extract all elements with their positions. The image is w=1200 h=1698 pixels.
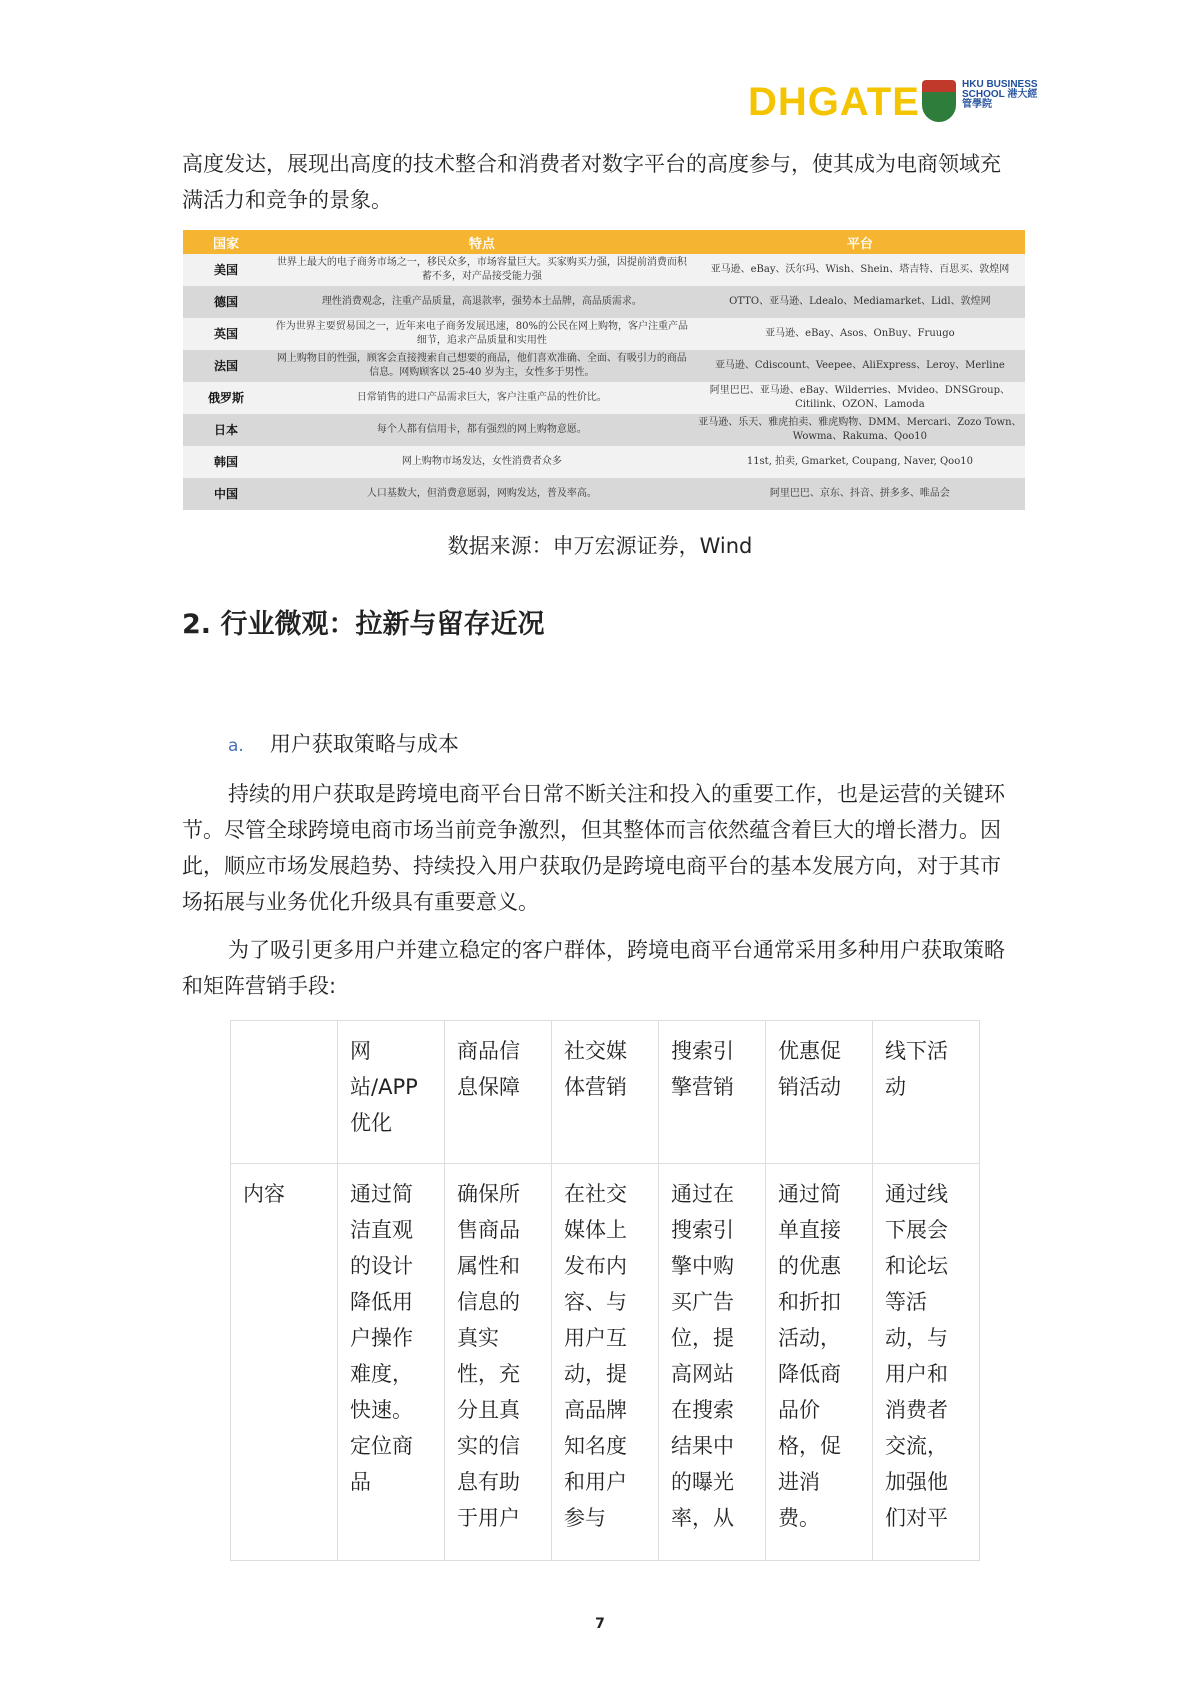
hku-shield-icon bbox=[922, 80, 956, 122]
strategy-header: 社交媒体营销 bbox=[552, 1021, 659, 1164]
features-cell: 作为世界主要贸易国之一，近年来电子商务发展迅速，80%的公民在网上购物，客户注重产品细节，追求产品质量和实用性 bbox=[269, 318, 695, 350]
strategy-content: 通过线下展会和论坛等活动，与用户和消费者交流，加强他们对平 bbox=[885, 1182, 948, 1530]
table-row bbox=[183, 414, 1025, 446]
strategy-header: 线下活动 bbox=[873, 1021, 980, 1164]
section-heading: 2. 行业微观：拉新与留存近况 bbox=[182, 609, 545, 640]
paragraph-2: 为了吸引更多用户并建立稳定的客户群体，跨境电商平台通常采用多种用户获取策略和矩阵营销手段: bbox=[182, 938, 1005, 998]
subheading bbox=[228, 728, 459, 758]
features-cell: 人口基数大，但消费意愿弱，网购发达，普及率高。 bbox=[269, 478, 695, 510]
platforms-cell: 亚马逊、eBay、Asos、OnBuy、Fruugo bbox=[695, 318, 1025, 350]
strategy-header: 搜索引擎营销 bbox=[659, 1021, 766, 1164]
platforms-cell: 11st, 拍卖, Gmarket, Coupang, Naver, Qoo10 bbox=[695, 446, 1025, 478]
list-marker: a. bbox=[228, 736, 244, 756]
features-cell: 每个人都有信用卡，都有强烈的网上购物意愿。 bbox=[269, 414, 695, 446]
content-cell bbox=[766, 1164, 873, 1561]
country-cell: 英国 bbox=[183, 318, 269, 350]
strategy-header: 优惠促销活动 bbox=[766, 1021, 873, 1164]
content-cell bbox=[338, 1164, 445, 1561]
features-cell: 日常销售的进口产品需求巨大，客户注重产品的性价比。 bbox=[269, 382, 695, 414]
platforms-cell: OTTO、亚马逊、Ldealo、Mediamarket、Lidl、敦煌网 bbox=[695, 286, 1025, 318]
platforms-cell: 阿里巴巴、京东、抖音、拼多多、唯品会 bbox=[695, 478, 1025, 510]
row-label: 内容 bbox=[231, 1164, 338, 1561]
strategy-content: 通过简单直接的优惠和折扣活动，降低商品价格，促进消费。 bbox=[778, 1182, 841, 1530]
country-cell: 俄罗斯 bbox=[183, 382, 269, 414]
strategy-content: 通过简洁直观的设计降低用户操作难度，快速。定位商品 bbox=[350, 1182, 413, 1494]
content-cell bbox=[445, 1164, 552, 1561]
platforms-cell: 亚马逊、乐天、雅虎拍卖、雅虎购物、DMM、Mercari、Zozo Town、Wowma、Rakuma、Qoo10 bbox=[695, 414, 1025, 446]
country-cell: 日本 bbox=[183, 414, 269, 446]
platforms-cell: 亚马逊、eBay、沃尔玛、Wish、Shein、塔吉特、百思买、敦煌网 bbox=[695, 254, 1025, 286]
header-platforms: 平台 bbox=[695, 230, 1025, 254]
strategy-content: 在社交媒体上发布内容、与用户互动，提高品牌知名度和用户参与 bbox=[564, 1182, 627, 1530]
strategy-table bbox=[230, 1020, 980, 1561]
content-cell bbox=[873, 1164, 980, 1561]
table-row bbox=[183, 478, 1025, 510]
table-caption: 数据来源：申万宏源证券，Wind bbox=[447, 534, 753, 558]
table-row bbox=[183, 446, 1025, 478]
country-table bbox=[183, 230, 1025, 510]
platforms-cell: 亚马逊、Cdiscount、Veepee、AliExpress、Leroy、Merline bbox=[695, 350, 1025, 382]
table-row bbox=[183, 318, 1025, 350]
dhgate-logo: DHGATE bbox=[748, 80, 920, 124]
features-cell: 理性消费观念，注重产品质量，高退款率，强势本土品牌，高品质需求。 bbox=[269, 286, 695, 318]
intro-paragraph: 高度发达，展现出高度的技术整合和消费者对数字平台的高度参与，使其成为电商领域充满活力和竞争的景象。 bbox=[182, 152, 1001, 212]
hku-logo: HKU BUSINESS SCHOOL 港大經管學院 bbox=[962, 79, 1038, 110]
page-number: 7 bbox=[595, 1616, 605, 1632]
strategy-header: 商品信息保障 bbox=[445, 1021, 552, 1164]
country-cell: 韩国 bbox=[183, 446, 269, 478]
platforms-cell: 阿里巴巴、亚马逊、eBay、Wilderries、Mvideo、DNSGroup、Citilink、OZON、Lamoda bbox=[695, 382, 1025, 414]
country-cell: 法国 bbox=[183, 350, 269, 382]
country-cell: 德国 bbox=[183, 286, 269, 318]
strategy-header bbox=[231, 1021, 338, 1164]
paragraph-1: 持续的用户获取是跨境电商平台日常不断关注和投入的重要工作，也是运营的关键环节。尽管全球跨境电商市场当前竞争激烈，但其整体而言依然蕴含着巨大的增长潜力。因此，顺应市场发展趋势、持续投入用户获取仍是跨境电商平台的基本发展方向，对于其市场拓展与业务优化升级具有重要意义。 bbox=[182, 782, 1005, 914]
strategy-header: 网站/APP优化 bbox=[338, 1021, 445, 1164]
table-row bbox=[183, 350, 1025, 382]
content-cell bbox=[659, 1164, 766, 1561]
table-row bbox=[183, 286, 1025, 318]
strategy-content: 通过在搜索引擎中购买广告位，提高网站在搜索结果中的曝光率，从 bbox=[671, 1182, 734, 1530]
country-cell: 美国 bbox=[183, 254, 269, 286]
content-cell bbox=[552, 1164, 659, 1561]
features-cell: 网上购物市场发达，女性消费者众多 bbox=[269, 446, 695, 478]
features-cell: 世界上最大的电子商务市场之一，移民众多，市场容量巨大。买家购买力强，因提前消费而积蓄不多，对产品接受能力强 bbox=[269, 254, 695, 286]
strategy-content: 确保所售商品属性和信息的真实性，充分且真实的信息有助于用户 bbox=[457, 1182, 520, 1530]
table-row bbox=[183, 254, 1025, 286]
subheading-text: 用户获取策略与成本 bbox=[269, 732, 459, 756]
table-row bbox=[183, 382, 1025, 414]
country-cell: 中国 bbox=[183, 478, 269, 510]
features-cell: 网上购物目的性强，顾客会直接搜索自己想要的商品，他们喜欢准确、全面、有吸引力的商品信息。网购顾客以 25-40 岁为主，女性多于男性。 bbox=[269, 350, 695, 382]
header-country: 国家 bbox=[183, 230, 269, 254]
header-features: 特点 bbox=[269, 230, 695, 254]
